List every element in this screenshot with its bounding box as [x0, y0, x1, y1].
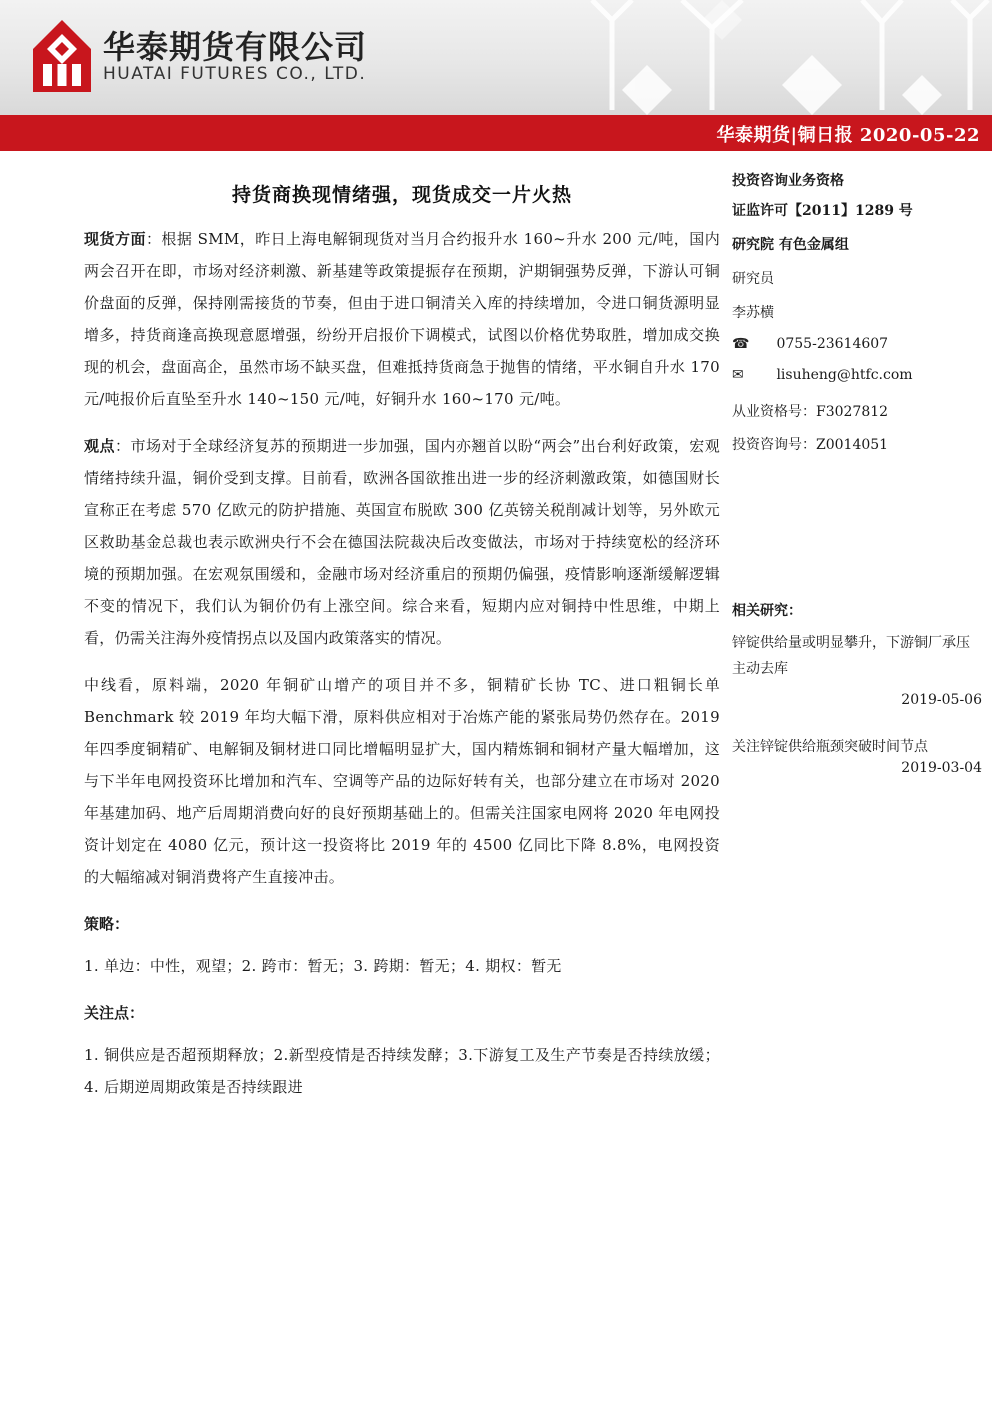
certificate-number: 从业资格号：F3027812	[732, 404, 889, 420]
institute: 研究院 有色金属组	[732, 237, 849, 253]
report-title: 持货商换现情绪强，现货成交一片火热	[231, 184, 572, 206]
analyst-role: 研究员	[732, 271, 774, 287]
spot-paragraph	[84, 223, 720, 415]
strategy-text: 1. 单边：中性，观望；2. 跨市：暂无；3. 跨期：暂无；4. 期权：暂无	[84, 957, 562, 975]
page-header	[0, 0, 992, 115]
related-item-title: 锌锭供给量或明显攀升，下游铜厂承压主动去库	[732, 635, 970, 677]
license-number: 证监许可【2011】1289 号	[732, 203, 913, 219]
qualification: 投资咨询业务资格	[732, 173, 844, 189]
focus-heading: 关注点：	[84, 1004, 145, 1022]
related-item-date: 2019-05-06	[901, 692, 982, 708]
phone-row	[732, 336, 888, 352]
phone-icon: ☎	[732, 336, 750, 352]
report-tag-bar	[0, 115, 992, 151]
company-name-en: HUATAI FUTURES CO., LTD.	[103, 64, 367, 84]
related-research-title: 相关研究：	[732, 603, 802, 619]
report-tag: 华泰期货|铜日报 2020-05-22	[716, 125, 980, 146]
header-decoration	[572, 0, 992, 115]
related-item-date: 2019-03-04	[901, 760, 982, 776]
email-row	[732, 367, 913, 383]
focus-text: 1. 铜供应是否超预期释放；2.新型疫情是否持续发酵；3.下游复工及生产节奏是否持续放缓；4. 后期逆周期政策是否持续跟进	[84, 1046, 720, 1096]
view-label: 观点	[84, 437, 115, 455]
strategy-heading: 策略：	[84, 915, 130, 933]
email-address[interactable]: lisuheng@htfc.com	[776, 367, 913, 383]
related-item[interactable]	[732, 734, 982, 760]
related-item-title: 关注锌锭供给瓶颈突破时间节点	[732, 739, 928, 755]
mid-term-paragraph: 中线看，原料端，2020 年铜矿山增产的项目并不多，铜精矿长协 TC、进口粗铜长单 Benchmark 较 2019 年均大幅下滑，原料供应相对于冶炼产能的紧张局势仍然存在。2019 年四季度铜精矿、电解铜及铜材进口同比增幅明显扩大，国内精炼铜和铜材产量大幅增加，这与下半年电网投资环比增加和汽车、空调等产品的边际好转有关，也部分建立在市场对 2020 年基建加码、地产后周期消费向好的良好预期基础上的。但需关注国家电网将 2020 年电网投资计划定在 4080 亿元，预计这一投资将比 2019 年的 4500 亿同比下降 8.8%，电网投资的大幅缩减对铜消费将产生直接冲击。	[84, 676, 720, 886]
view-text: ：市场对于全球经济复苏的预期进一步加强，国内亦翘首以盼“两会”出台利好政策，宏观情绪持续升温，铜价受到支撑。目前看，欧洲各国欲推出进一步的经济刺激政策，如德国财长宣称正在考虑 570 亿欧元的防护措施、英国宣布脱欧 300 亿英镑关税削减计划等，另外欧元区救助基金总裁也表示欧洲央行不会在德国法院裁决后改变做法，市场对于持续宽松的经济环境的预期加强。在宏观氛围缓和，金融市场对经济重启的预期仍偏强，疫情影响逐渐缓解逻辑不变的情况下，我们认为铜价仍有上涨空间。综合来看，短期内应对铜持中性思维，中期上看，仍需关注海外疫情拐点以及国内政策落实的情况。	[84, 437, 720, 647]
spot-label: 现货方面	[84, 230, 146, 248]
analyst-name: 李苏横	[732, 305, 774, 321]
mail-icon: ✉	[732, 367, 744, 383]
consult-number: 投资咨询号：Z0014051	[732, 437, 889, 453]
main-content	[84, 180, 720, 1118]
huatai-logo-icon	[33, 20, 91, 92]
view-paragraph	[84, 430, 720, 654]
phone-number: 0755-23614607	[776, 336, 889, 352]
company-name-cn: 华泰期货有限公司	[103, 28, 368, 66]
related-item[interactable]	[732, 630, 982, 682]
spot-text: ：根据 SMM，昨日上海电解铜现货对当月合约报升水 160~升水 200 元/吨，国内两会召开在即，市场对经济刺激、新基建等政策提振存在预期，沪期铜强势反弹，下游认可铜价盘面的反弹，保持刚需接货的节奏，但由于进口铜清关入库的持续增加，令进口铜货源明显增多，持货商逢高换现意愿增强，纷纷开启报价下调模式，试图以价格优势取胜，增加成交换现的机会，盘面高企，虽然市场不缺买盘，但难抵持货商急于抛售的情绪，平水铜自升水 170 元/吨报价后直坠至升水 140~150 元/吨，好铜升水 160~170 元/吨。	[84, 230, 720, 408]
